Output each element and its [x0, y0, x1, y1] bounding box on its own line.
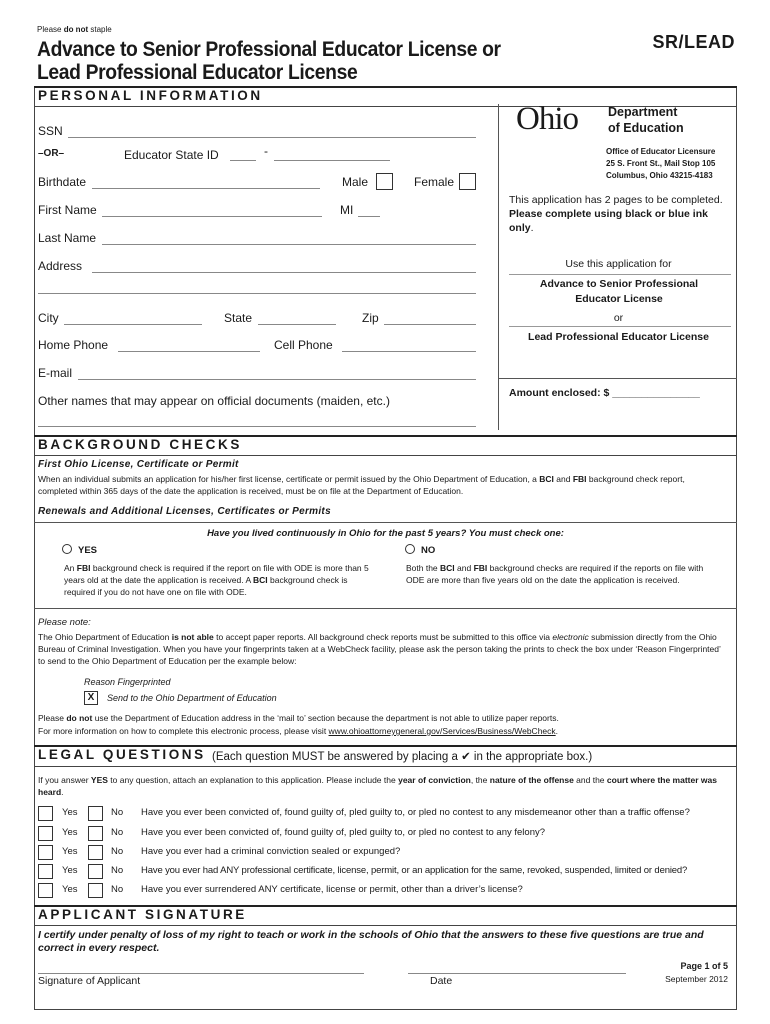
- state-label: State: [224, 311, 253, 325]
- amount-enclosed[interactable]: Amount enclosed: $ _______________: [509, 387, 700, 399]
- question-text: Have you ever been convicted of, found guilty of, pled guilty to, or pled no contest to any felony?: [141, 827, 546, 838]
- form-title: Advance to Senior Professional Educator License or Lead Professional Educator License: [37, 38, 501, 84]
- amount-box-rule: [498, 378, 737, 379]
- form-code: SR/LEAD: [652, 32, 735, 52]
- no-label: No: [111, 827, 124, 838]
- legal-question-row: [38, 826, 738, 842]
- female-checkbox[interactable]: [459, 173, 476, 190]
- birthdate-label: Birthdate: [38, 175, 87, 189]
- city-label: City: [38, 311, 59, 325]
- first-license-text: When an individual submits an application for his/her first license, certificate or permit issued by the Ohio Department of Education, a BCI and FBI background check report, completed within 365 days of the date the application is received, must be on file at the Department of Education.: [38, 474, 685, 496]
- legal-section-header: [34, 745, 737, 767]
- female-label: Female: [414, 175, 455, 189]
- q5-no-checkbox[interactable]: [88, 883, 103, 898]
- no-option[interactable]: NO: [405, 544, 435, 556]
- educator-id-prefix-field[interactable]: [230, 159, 256, 161]
- note-text: The Ohio Department of Education is not able to accept paper reports. All background check reports must be submitted to this office via electronic submission directly from the Ohio Bureau of Criminal Investigation. When you have your fingerprints taken at a WebCheck facility, please ask the person taking the prints to check the box under ‘Reason Fingerprinted’ to send to the Ohio Department of Education per the example below:: [38, 632, 721, 666]
- zip-field[interactable]: [384, 323, 476, 325]
- no-label: No: [111, 865, 124, 876]
- educator-id-label: Educator State ID: [124, 148, 219, 162]
- ssn-field[interactable]: [68, 136, 476, 138]
- date-label: Date: [430, 975, 453, 987]
- question-text: Have you ever had a criminal conviction sealed or expunged?: [141, 846, 401, 857]
- note-heading: Please note:: [38, 617, 91, 628]
- cell-phone-label: Cell Phone: [274, 338, 333, 352]
- mi-label: MI: [340, 203, 354, 217]
- no-radio[interactable]: [405, 544, 415, 554]
- signature-section-header: [34, 905, 737, 926]
- yes-option[interactable]: YES: [62, 544, 97, 556]
- webcheck-link[interactable]: www.ohioattorneygeneral.gov/Services/Business/WebCheck: [328, 726, 556, 736]
- q5-yes-checkbox[interactable]: [38, 883, 53, 898]
- yes-label: Yes: [62, 884, 78, 895]
- q4-yes-checkbox[interactable]: [38, 864, 53, 879]
- yes-explanation: An FBI background check is required if the report on file with ODE is more than 5 years old at the date the application is received. A BCI background check is required if you do not have one on file with ODE.: [64, 563, 369, 597]
- renewals-rule: [34, 522, 737, 523]
- male-checkbox[interactable]: [376, 173, 393, 190]
- email-label: E-mail: [38, 366, 73, 380]
- yes-label: Yes: [62, 827, 78, 838]
- other-names-label: Other names that may appear on official documents (maiden, etc.): [38, 394, 390, 408]
- birthdate-field[interactable]: [92, 187, 320, 189]
- send-to-ode-checkbox: X: [84, 691, 98, 705]
- department-name: Department of Education: [608, 105, 684, 135]
- legal-question-row: [38, 806, 738, 822]
- last-name-field[interactable]: [102, 243, 476, 245]
- no-explanation: Both the BCI and FBI background checks are required if the reports on file with ODE are more than five years old on the date the application is received.: [406, 563, 704, 585]
- q2-yes-checkbox[interactable]: [38, 826, 53, 841]
- state-field[interactable]: [258, 323, 336, 325]
- reason-fingerprinted: Reason Fingerprinted: [84, 677, 171, 687]
- other-names-field[interactable]: [38, 425, 476, 427]
- q3-no-checkbox[interactable]: [88, 845, 103, 860]
- send-to-ode-label: Send to the Ohio Department of Education: [107, 693, 277, 703]
- question-text: Have you ever surrendered ANY certificate, license or permit, other than a driver’s license?: [141, 884, 523, 895]
- no-label: No: [111, 807, 124, 818]
- q3-yes-checkbox[interactable]: [38, 845, 53, 860]
- educator-id-field[interactable]: [274, 159, 390, 161]
- male-label: Male: [342, 175, 369, 189]
- section-title: APPLICANT SIGNATURE: [38, 907, 247, 922]
- q4-no-checkbox[interactable]: [88, 864, 103, 879]
- address-field-2[interactable]: [38, 292, 476, 294]
- note-rule: [34, 608, 737, 609]
- city-field[interactable]: [64, 323, 202, 325]
- option-or: or: [613, 312, 624, 324]
- yes-label: Yes: [62, 807, 78, 818]
- first-name-field[interactable]: [102, 215, 322, 217]
- question-text: Have you ever been convicted of, found guilty of, pled guilty to, or pled no contest to any misdemeanor other than a traffic offense?: [141, 807, 690, 818]
- section-title: LEGAL QUESTIONS: [38, 747, 206, 762]
- column-divider: [498, 104, 499, 430]
- q1-no-checkbox[interactable]: [88, 806, 103, 821]
- sidebar-rule: [509, 325, 731, 327]
- q1-yes-checkbox[interactable]: [38, 806, 53, 821]
- id-dash: -: [264, 144, 268, 158]
- no-label: No: [111, 846, 124, 857]
- option-lead: Lead Professional Educator License: [528, 331, 709, 343]
- pages-note: This application has 2 pages to be completed. Please complete using black or blue ink only.: [509, 194, 723, 234]
- option-senior: Advance to Senior Professional Educator License: [539, 278, 699, 305]
- date-field[interactable]: [408, 972, 626, 974]
- first-license-heading: First Ohio License, Certificate or Permit: [38, 459, 239, 470]
- question-text: Have you ever had ANY professional certificate, license, permit, or an application for the same, revoked, suspended, limited or denied?: [141, 865, 688, 876]
- legal-intro: If you answer YES to any question, attach an explanation to this application. Please include the year of conviction, the nature of the offense and the court where the matter was heard.: [38, 775, 717, 797]
- background-section-header: [34, 435, 737, 456]
- section-title: PERSONAL INFORMATION: [38, 88, 263, 103]
- address-label: Address: [38, 259, 83, 273]
- yes-label: Yes: [62, 865, 78, 876]
- legal-question-row: [38, 845, 738, 861]
- renewals-heading: Renewals and Additional Licenses, Certificates or Permits: [38, 506, 331, 517]
- or-label: –OR–: [38, 148, 65, 159]
- email-field[interactable]: [78, 378, 476, 380]
- mail-to-note: Please do not use the Department of Education address in the ‘mail to’ section because the department is not able to utilize paper reports.: [38, 713, 559, 723]
- sidebar-rule: [509, 273, 731, 275]
- more-info: For more information on how to complete this electronic process, please visit www.ohioattorneygeneral.gov/Services/Business/WebCheck.: [38, 726, 559, 736]
- yes-radio[interactable]: [62, 544, 72, 554]
- cell-phone-field[interactable]: [342, 350, 476, 352]
- home-phone-label: Home Phone: [38, 338, 109, 352]
- zip-label: Zip: [362, 311, 379, 325]
- ssn-label: SSN: [38, 124, 63, 138]
- mi-field[interactable]: [358, 215, 380, 217]
- use-for-label: Use this application for: [565, 258, 672, 270]
- last-name-label: Last Name: [38, 231, 97, 245]
- first-name-label: First Name: [38, 203, 97, 217]
- legal-subtitle: (Each question MUST be answered by placing a ✔ in the appropriate box.): [212, 751, 593, 763]
- office-address: Office of Educator Licensure 25 S. Front St., Mail Stop 105 Columbus, Ohio 43215-4183: [606, 147, 716, 180]
- staple-notice: Please do not staple: [37, 25, 112, 34]
- q2-no-checkbox[interactable]: [88, 826, 103, 841]
- home-phone-field[interactable]: [118, 350, 260, 352]
- legal-question-row: [38, 864, 738, 880]
- yes-label: Yes: [62, 846, 78, 857]
- signature-field[interactable]: [38, 972, 364, 974]
- page-number: Page 1 of 5: [680, 961, 728, 971]
- address-field-1[interactable]: [92, 271, 476, 273]
- ohio-residency-question: Have you lived continuously in Ohio for the past 5 years? You must check one:: [207, 528, 564, 539]
- section-title: BACKGROUND CHECKS: [38, 437, 242, 452]
- form-edition: September 2012: [665, 974, 728, 984]
- signature-label: Signature of Applicant: [38, 975, 141, 987]
- ohio-logo: Ohio: [516, 101, 578, 137]
- certification-statement: I certify under penalty of loss of my right to teach or work in the schools of Ohio that the answers to these five questions are true and correct in every respect.: [38, 929, 704, 954]
- legal-question-row: [38, 883, 738, 899]
- no-label: No: [111, 884, 124, 895]
